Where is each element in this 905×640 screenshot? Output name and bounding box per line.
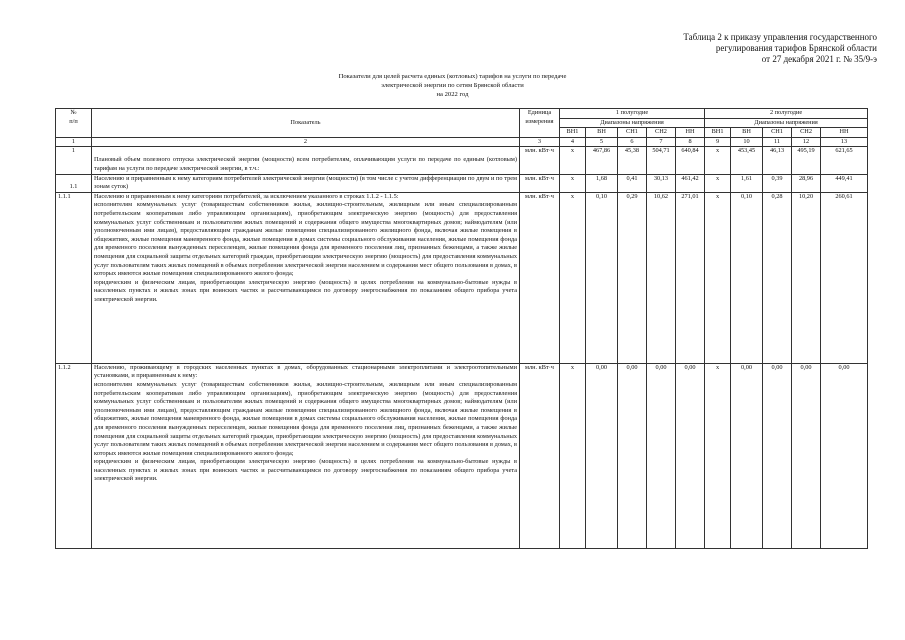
value-cell: 0,00 [792,363,821,548]
col-no-label: № [70,109,77,116]
value-cell: 0,00 [821,363,868,548]
value-cell: х [560,147,586,174]
row-indicator-text: исполнителям коммунальных услуг (товариществам собственников жилья, жилищно-строительным, жилищным или иным специализированным потребительским кооперативам либо управляющим организациям), приобретающим электрическую энергию (мощность) для предоставления коммунальных услуг собственникам и пользователям жилых помещений и содержания общего имущества многоквартирных домов; наймодателям (или уполномоченным ими лицам), предоставляющим гражданам жилые помещения специализированного жилищного фонда, включая жилые помещения в общежитиях, жилые помещения маневренного фонда, жилые помещения в домах системы социального обслуживания населения, жилые помещения фонда для временного поселения вынужденных переселенцев, жилые помещения фонда для временного поселения лиц, признанных беженцами, а также жилые помещения для социальной защиты отдельных категорий граждан, приобретающим электрическую энергию (мощность) для предоставления коммунальных услуг пользователям таких жилых помещений в объемах потребления электрической энергии населением и содержания мест общего пользования в домах, в которых имеются жилые помещения специализированного жилого фонда; [94,201,517,278]
level-header: ВН1 [705,128,731,138]
level-header: СН2 [647,128,676,138]
col-no-header [56,109,92,138]
col-indicator-header: Показатель [92,109,520,138]
value-cell: 0,28 [763,192,792,363]
value-cell: 461,42 [676,174,705,192]
value-cell: 0,00 [731,363,763,548]
value-cell: 449,41 [821,174,868,192]
col-number: 5 [586,137,618,147]
row-unit: млн. кВт·ч [520,147,560,174]
level-header: СН2 [792,128,821,138]
level-header: НН [676,128,705,138]
col-number: 10 [731,137,763,147]
value-cell: 453,45 [731,147,763,174]
value-cell: 467,86 [586,147,618,174]
row-indicator [92,192,520,363]
value-cell: 504,71 [647,147,676,174]
value-cell: х [560,192,586,363]
row-indicator-text: Плановый объем полезного отпуска электрической энергии (мощности) всем потребителям, оплачивающим услуги по передаче по единым (котловым) тарифам на услуги по передаче электрической энергии, в т.ч.: [94,156,517,172]
value-cell: х [705,174,731,192]
value-cell: 271,01 [676,192,705,363]
row-indicator [92,174,520,192]
value-cell: х [705,192,731,363]
value-cell: х [560,174,586,192]
value-cell: 46,13 [763,147,792,174]
half1-ranges-header: Диапазоны напряжения [560,118,705,128]
value-cell: 0,00 [647,363,676,548]
value-cell: 0,10 [731,192,763,363]
title-line1: Показатели для целей расчета единых (котловых) тарифов на услуги по передаче [338,73,567,80]
row-indicator-text: юридическим и физическим лицам, приобретающим электрическую энергию (мощность) в целях потребления на коммунально-бытовые нужды в населенных пунктах и жилых зонах при воинских частях и рассчитывающимся по договору энергоснабжения по показаниям общего прибора учета электрической энергии. [94,458,517,483]
level-header: ВН [586,128,618,138]
value-cell: 45,38 [618,147,647,174]
col-np-label: п/п [69,117,78,125]
value-cell: 30,13 [647,174,676,192]
level-header: ВН1 [560,128,586,138]
row-unit: млн. кВт·ч [520,174,560,192]
order-reference-line2: регулирования тарифов Брянской области [715,43,877,53]
value-cell: 621,65 [821,147,868,174]
order-reference [683,32,877,65]
row-indicator-text: Населению и приравненным к нему категориям потребителей, за исключением указанного в строках 1.1.2 - 1.1.5: [94,192,399,200]
value-cell: 0,00 [676,363,705,548]
value-cell: 640,84 [676,147,705,174]
level-header: СН1 [618,128,647,138]
col-number: 1 [56,137,92,147]
value-cell: 0,10 [586,192,618,363]
value-cell: х [705,147,731,174]
value-cell: 0,29 [618,192,647,363]
indicators-table [55,108,868,549]
col-unit-label2: измерения [525,117,554,125]
col-number: 2 [92,137,520,147]
value-cell: 0,00 [763,363,792,548]
value-cell: 1,68 [586,174,618,192]
row-indicator [92,363,520,548]
value-cell: 495,19 [792,147,821,174]
title-line2: электрической энергии по сетям Брянской области [381,82,524,89]
col-number: 3 [520,137,560,147]
row-indicator-text: исполнителям коммунальных услуг (товариществам собственников жилья, жилищно-строительным, жилищным или иным специализированным потребительским кооперативам либо управляющим организациям), приобретающим электрическую энергию (мощность) для предоставления коммунальных услуг собственникам и пользователям жилых помещений и содержания общего имущества многоквартирных домов; наймодателям (или уполномоченным ими лицам), предоставляющим гражданам жилые помещения специализированного жилищного фонда, включая жилые помещения в общежитиях, жилые помещения маневренного фонда, жилые помещения в домах системы социального обслуживания населения, жилые помещения фонда для временного поселения вынужденных переселенцев, жилые помещения фонда для временного поселения лиц, признанных беженцами, а также жилые помещения для социальной защиты отдельных категорий граждан, приобретающим электрическую энергию (мощность) для предоставления коммунальных услуг пользователям таких жилых помещений в объемах потребления электрической энергии населением и содержания мест общего пользования в домах, в которых имеются жилые помещения специализированного жилого фонда; [94,380,517,457]
value-cell: 10,20 [792,192,821,363]
col-number: 12 [792,137,821,147]
row-indicator-text: юридическим и физическим лицам, приобретающим электрическую энергию (мощность) в целях потребления на коммунально-бытовые нужды в населенных пунктах и жилых зонах при воинских частях и рассчитывающимся по договору энергоснабжения по показаниям общего прибора учета электрической энергии. [94,278,517,303]
value-cell: 0,00 [618,363,647,548]
level-header: ВН [731,128,763,138]
half2-header: 2 полугодие [705,109,868,119]
document-title [0,72,905,99]
value-cell: 0,39 [763,174,792,192]
row-number: 1.1 [56,174,92,192]
half2-ranges-header: Диапазоны напряжения [705,118,868,128]
value-cell: 1,61 [731,174,763,192]
col-number: 9 [705,137,731,147]
value-cell: 28,96 [792,174,821,192]
row-indicator [92,147,520,174]
col-number: 13 [821,137,868,147]
col-number: 7 [647,137,676,147]
value-cell: 0,00 [586,363,618,548]
row-indicator-text: Населению и приравненным к нему категориям потребителей электрической энергии (мощности) (в том числе с учетом дифференциации по двум и по трем зонам суток) [94,174,517,191]
col-number: 6 [618,137,647,147]
value-cell: х [705,363,731,548]
value-cell: х [560,363,586,548]
col-number: 4 [560,137,586,147]
row-indicator-text: Населению, проживающему в городских населенных пунктах в домах, оборудованных стационарными электроплитами и электроотопительными установками, и приравненным к нему: [94,363,517,380]
title-line3: на 2022 год [436,91,469,98]
row-number: 1.1.1 [56,192,92,363]
table-row [56,147,868,174]
row-number: 1.1.2 [56,363,92,548]
col-unit-header [520,109,560,138]
col-unit-label1: Единица [527,109,552,116]
row-number: 1 [56,147,92,174]
column-number-row [56,137,868,147]
value-cell: 0,41 [618,174,647,192]
row-unit: млн. кВт·ч [520,363,560,548]
table-row [56,192,868,363]
order-reference-line3: от 27 декабря 2021 г. № 35/9-э [761,54,877,64]
level-header: СН1 [763,128,792,138]
half1-header: 1 полугодие [560,109,705,119]
table-row [56,363,868,548]
value-cell: 10,62 [647,192,676,363]
col-number: 11 [763,137,792,147]
row-unit: млн. кВт·ч [520,192,560,363]
value-cell: 260,61 [821,192,868,363]
table-row [56,174,868,192]
col-number: 8 [676,137,705,147]
level-header: НН [821,128,868,138]
order-reference-line1: Таблица 2 к приказу управления государственного [683,32,877,42]
